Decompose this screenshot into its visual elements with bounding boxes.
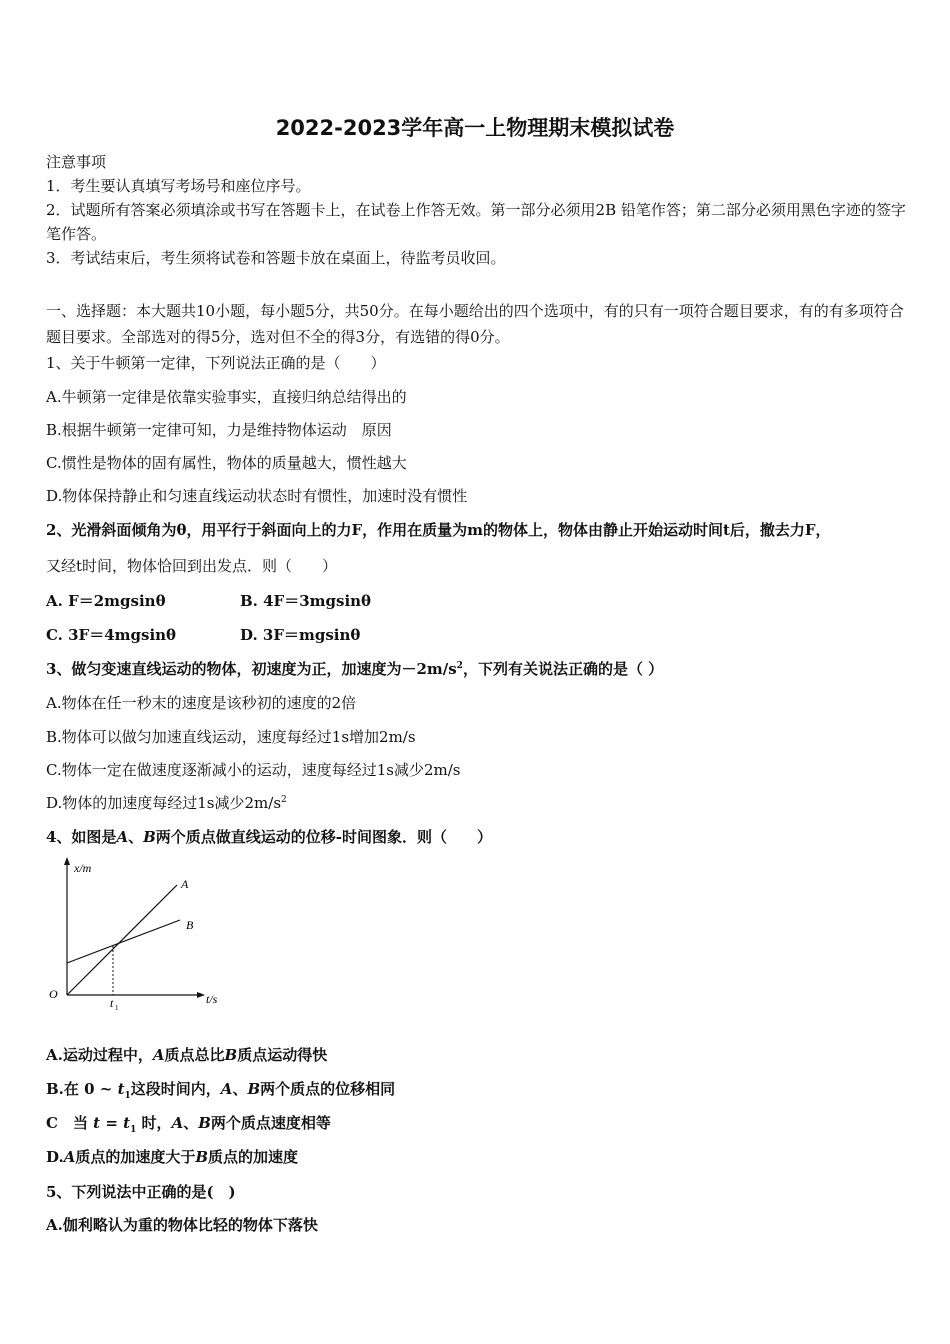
q4-option-c-t: t <box>93 1114 101 1132</box>
q4-option-a-pre: A.运动过程中， <box>46 1046 153 1064</box>
line-b <box>67 920 180 963</box>
q4-option-b-sub: 1 <box>124 1091 131 1101</box>
line-a <box>67 885 177 995</box>
q5-option-a: A.伽利略认为重的物体比轻的物体下落快 <box>46 1216 318 1234</box>
q2-option-b: B. 4F＝3mgsinθ <box>240 592 372 610</box>
q4-option-c-sep: 、 <box>183 1114 199 1132</box>
notice-item: 3．考试结束后，考生须将试卷和答题卡放在桌面上，待监考员收回。 <box>46 249 506 267</box>
q2-stem-line2: 又经t时间，物体恰回到出发点．则（ ） <box>46 557 338 575</box>
q4-option-c-t2: t <box>123 1114 131 1132</box>
q4-stem-var-b: B <box>143 828 156 846</box>
q3-option-a: A.物体在任一秒末的速度是该秒初的速度的2倍 <box>46 694 357 712</box>
q3-stem <box>46 658 663 679</box>
q2-stem-line1: 2、光滑斜面倾角为θ，用平行于斜面向上的力F，作用在质量为m的物体上，物体由静止开始运动时间t后，撤去力F， <box>46 521 831 539</box>
q4-option-d-post: 质点的加速度 <box>208 1148 299 1166</box>
line-b-label: B <box>186 918 194 932</box>
q4-option-a-post: 质点运动得快 <box>237 1046 328 1064</box>
q3-stem-superscript: 2 <box>456 661 463 671</box>
x-axis-arrow <box>197 992 205 998</box>
q4-option-b-var2: B <box>247 1080 261 1098</box>
q3-option-c: C.物体一定在做速度逐渐减小的运动，速度每经过1s减少2m/s <box>46 761 461 779</box>
q3-option-d-superscript: 2 <box>281 795 287 805</box>
q4-stem-sep: 、 <box>128 828 144 846</box>
page-title: 2022-2023学年高一上物理期末模拟试卷 <box>275 116 675 140</box>
q4-option-b-mid: 这段时间内， <box>130 1080 221 1098</box>
q4-option-b-pre: B.在 0 ~ <box>46 1080 118 1098</box>
x-axis-label: t/s <box>206 992 218 1006</box>
q4-option-c-var1: A <box>171 1114 184 1132</box>
notice-item: 1．考生要认真填写考场号和座位序号。 <box>46 177 311 195</box>
q4-option-b-sep: 、 <box>232 1080 248 1098</box>
q3-stem-text: 3、做匀变速直线运动的物体，初速度为正，加速度为－2m/s <box>46 660 457 678</box>
q4-option-d-var1: A <box>63 1148 76 1166</box>
q4-option-d-var2: B <box>195 1148 209 1166</box>
q3-option-d-text: D.物体的加速度每经过1s减少2m/s <box>46 794 282 812</box>
q1-option-b: B.根据牛顿第一定律可知，力是维持物体运动 原因 <box>46 421 392 439</box>
q1-option-a: A.牛顿第一定律是依靠实验事实，直接归纳总结得出的 <box>46 388 407 406</box>
origin-label: O <box>49 987 58 1001</box>
q4-option-b-post: 两个质点的位移相同 <box>260 1080 396 1098</box>
notice-item: 2．试题所有答案必须填涂或书写在答题卡上，在试卷上作答无效。第一部分必须用2B 铅笔作答；第二部分必须用黑色字迹的签字笔作答。 <box>46 201 906 243</box>
q4-option-d-pre: D. <box>46 1148 64 1166</box>
t1-tick-subscript: 1 <box>115 1004 119 1012</box>
q4-option-d-mid: 质点的加速度大于 <box>75 1148 196 1166</box>
line-a-label: A <box>181 877 189 891</box>
q2-option-a: A. F＝2mgsinθ <box>46 592 166 610</box>
y-axis-label: x/m <box>74 861 92 875</box>
q3-option-b: B.物体可以做匀加速直线运动，速度每经过1s增加2m/s <box>46 728 416 746</box>
t1-tick-label: t <box>110 996 114 1010</box>
q4-option-b-var1: A <box>220 1080 233 1098</box>
q2-option-c: C. 3F＝4mgsinθ <box>46 626 177 644</box>
q4-option-c-post: 两个质点速度相等 <box>210 1114 331 1132</box>
q3-option-d <box>46 792 287 813</box>
q4-option-c-sub: 1 <box>130 1125 137 1135</box>
q4-option-a-var1: A <box>152 1046 165 1064</box>
q4-option-a-var2: B <box>224 1046 238 1064</box>
q4-option-c-pre: C 当 <box>46 1114 94 1132</box>
q1-option-c: C.惯性是物体的固有属性，物体的质量越大，惯性越大 <box>46 454 407 472</box>
q4-stem-var-a: A <box>116 828 129 846</box>
q4-stem <box>46 826 492 847</box>
q4-option-a-mid: 质点总比 <box>164 1046 225 1064</box>
q3-stem-tail: ，下列有关说法正确的是（ ） <box>462 660 664 678</box>
q4-stem-pre: 4、如图是 <box>46 828 117 846</box>
q1-stem: 1、关于牛顿第一定律，下列说法正确的是（ ） <box>46 354 386 372</box>
notice-section <box>46 150 912 270</box>
q5-stem: 5、下列说法中正确的是( ) <box>46 1183 236 1201</box>
q4-option-b-t: t <box>117 1080 125 1098</box>
q4-option-d <box>46 1146 298 1167</box>
q4-option-a <box>46 1044 327 1065</box>
q1-option-d: D.物体保持静止和匀速直线运动状态时有惯性，加速时没有惯性 <box>46 487 468 505</box>
q4-option-c <box>46 1112 331 1135</box>
q4-stem-post: 两个质点做直线运动的位移-时间图象．则（ ） <box>155 828 493 846</box>
q2-option-d: D. 3F＝mgsinθ <box>240 626 361 644</box>
y-axis-arrow <box>64 857 70 865</box>
q4-option-c-eq: = <box>100 1114 124 1132</box>
section-intro: 一、选择题：本大题共10小题，每小题5分，共50分。在每小题给出的四个选项中，有的只有一项符合题目要求，有的有多项符合题目要求。全部选对的得5分，选对但不全的得3分，有选错的得0分。 <box>46 302 904 346</box>
q4-option-b <box>46 1078 395 1101</box>
q4-option-c-mid: 时， <box>136 1114 172 1132</box>
notice-heading: 注意事项 <box>46 153 107 171</box>
q4-option-c-var2: B <box>198 1114 211 1132</box>
displacement-time-graph <box>40 855 240 1025</box>
